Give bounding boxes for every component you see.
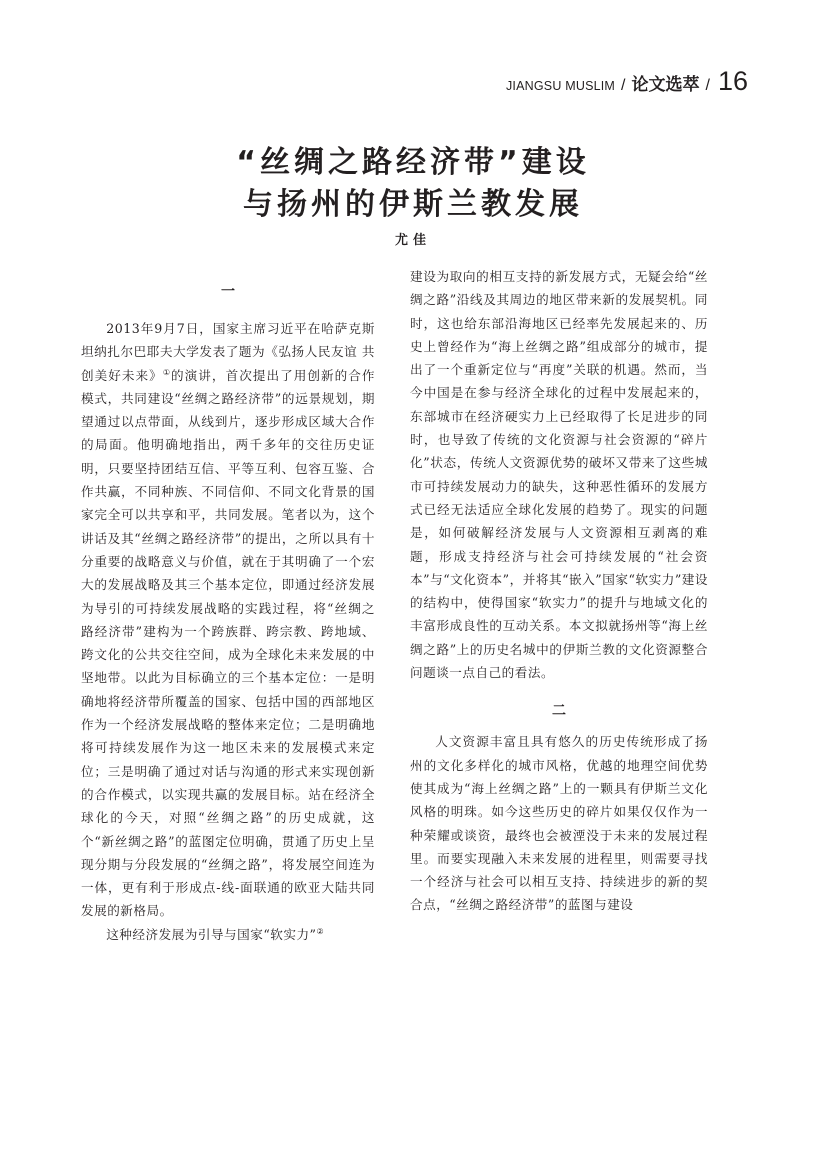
header-separator-2: / (705, 77, 710, 94)
section-heading-2: 二 (552, 703, 566, 720)
paragraph-2-start (81, 923, 375, 946)
section-name: 论文选萃 (631, 75, 700, 95)
paragraph-3: 人文资源丰富且具有悠久的历史传统形成了扬州的文化多样化的城市风格，优越的地理空间优势使其成为“海上丝绸之路”上的一颗具有伊斯兰文化风格的明珠。如今这些历史的碎片如果仅仅作为一种荣耀或谈资，最终也会被湮没于未来的发展过程里。而要实现融入未来发展的进程里，则需要寻找一个经济与社会可以相互支持、持续进步的新的契合点，“丝绸之路经济带”的蓝图与建设 (410, 734, 708, 913)
paragraph-2-text-a: 这种经济发展为引导与国家“软实力” (106, 926, 317, 942)
footnote-ref-2: ② (316, 926, 325, 936)
article-title (0, 142, 826, 226)
page-number: 16 (717, 66, 748, 96)
journal-name: JIANGSU MUSLIM (505, 79, 616, 93)
paragraph-2-continued: 建设为取向的相互支持的新发展方式，无疑会给“丝绸之路”沿线及其周边的地区带来新的发展契机。同时，这也给东部沿海地区已经率先发展起来的、历史上曾经作为“海上丝绸之路”组成部分的城市，提出了一个重新定位与“再度”关联的机遇。然而，当今中国是在参与经济全球化的过程中发展起来的，东部城市在经济硬实力上已经取得了长足进步的同时，也导致了传统的文化资源与社会资源的“碎片化”状态，传统人文资源优势的破坏又带来了这些城市可持续发展动力的缺失，这种恶性循环的发展方式已经无法适应全球化发展的趋势了。现实的问题是，如何破解经济发展与人文资源相互剥离的难题，形成支持经济与社会可持续发展的“社会资本”与“文化资本”，并将其“嵌入”国家“软实力”建设的结构中，使得国家“软实力”的提升与地域文化的丰富形成良性的互动关系。本文拟就扬州等“海上丝绸之路”上的历史名城中的伊斯兰教的文化资源整合问题谈一点自己的看法。 (410, 269, 708, 681)
section-heading-1: 一 (221, 284, 235, 300)
running-header (506, 66, 748, 97)
paragraph-1 (81, 317, 375, 923)
title-line-2: 与扬州的伊斯兰教发展 (243, 187, 583, 222)
article-author: 尤佳 (394, 233, 431, 248)
title-line-1: “丝绸之路经济带”建设 (236, 145, 590, 180)
header-separator: / (621, 77, 626, 94)
footnote-ref-1: ① (162, 367, 172, 377)
right-column (410, 265, 708, 917)
paragraph-1-text-b: 的演讲，首次提出了用创新的合作模式，共同建设“丝绸之路经济带”的远景规划，期望通过以点带面，从线到片，逐步形成区域大合作的局面。他明确地指出，两千多年的交往历史证明，只要坚持团结互信、平等互利、包容互鉴、合作共赢，不同种族、不同信仰、不同文化背景的国家完全可以共享和平，共同发展。笔者以为，这个讲话及其“丝绸之路经济带”的提出，之所以具有十分重要的战略意义与价值，就在于其明确了一个宏大的发展战略及其三个基本定位，即通过经济发展为导引的可持续发展战略的实践过程，将“丝绸之路经济带”建构为一个跨族群、跨宗教、跨地域、跨文化的公共交往空间，成为全球化未来发展的中坚地带。以此为目标确立的三个基本定位：一是明确地将经济带所覆盖的国家、包括中国的西部地区作为一个经济发展战略的整体来定位；二是明确地将可持续发展作为这一地区未来的发展模式来定位；三是明确了通过对话与沟通的形式来实现创新的合作模式，以实现共赢的发展目标。站在经济全球化的今天，对照“丝绸之路”的历史成就，这个“新丝绸之路”的蓝图定位明确，贯通了历史上呈现分期与分段发展的“丝绸之路”，将发展空间连为一体，更有利于形成点-线-面联通的欧亚大陆共同发展的新格局。 (81, 367, 376, 919)
left-column (81, 281, 375, 946)
paragraph-1-text-a: 2013年9月7日，国家主席习近平在哈萨克斯坦纳扎尔巴耶夫大学发表了题为《弘扬人民友谊 共创美好未来》 (81, 321, 375, 383)
